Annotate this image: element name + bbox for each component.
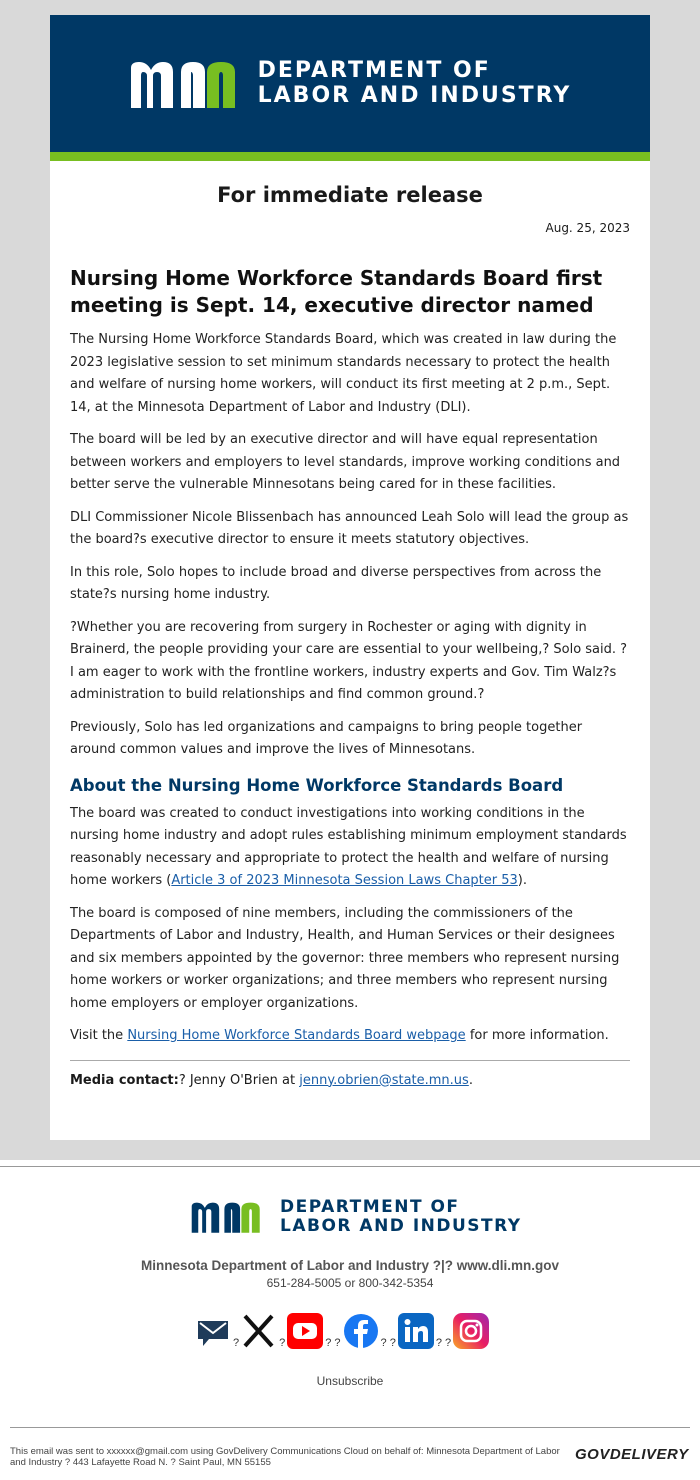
article-body xyxy=(50,265,650,1091)
about-paragraph-2: The board is composed of nine members, including the commissioners of the Departments of Labor and Industry, Health, and Human Services or their designees and six members appointed by the governor: three members who represent nursing home workers or worker organizations; and three members who represent nursing home employers or employer organizations. xyxy=(70,905,620,1011)
footer-org-line: Minnesota Department of Labor and Industry ?|? www.dli.mn.gov xyxy=(140,1258,560,1273)
separator: ? xyxy=(279,1337,286,1349)
social-links xyxy=(195,1313,489,1349)
paragraph: In this role, Solo hopes to include broad and diverse perspectives from across the state?s nursing home industry. xyxy=(70,564,602,602)
media-contact-label: Media contact: xyxy=(70,1072,179,1088)
email-icon[interactable] xyxy=(195,1313,231,1349)
divider xyxy=(70,1060,630,1061)
mn-logo-icon xyxy=(129,58,244,110)
footer-logo-text xyxy=(280,1198,522,1235)
linkedin-icon[interactable] xyxy=(398,1313,434,1349)
dli-logo[interactable] xyxy=(129,58,572,110)
paragraph: DLI Commissioner Nicole Blissenbach has announced Leah Solo will lead the group as the board?s executive director to ensure it meets statutory objectives. xyxy=(70,509,629,547)
article-headline: Nursing Home Workforce Standards Board first meeting is Sept. 14, executive director named xyxy=(70,266,603,317)
header-banner xyxy=(50,15,650,152)
footer-phone: 651-284-5005 or 800-342-5354 xyxy=(266,1276,434,1290)
contact-email-link[interactable]: jenny.obrien@state.mn.us xyxy=(299,1072,469,1088)
paragraph: The board will be led by an executive director and will have equal representation between workers and employers to level standards, improve working conditions and better serve the vulnerable Minnesotans being cared for in these facilities. xyxy=(70,432,621,492)
logo-line-2: LABOR AND INDUSTRY xyxy=(257,82,572,108)
email-card xyxy=(50,15,650,1140)
separator: ? ? xyxy=(435,1337,452,1349)
about-text-end: ). xyxy=(517,873,528,888)
visit-text: Visit the xyxy=(70,1028,128,1043)
facebook-icon[interactable] xyxy=(343,1313,379,1349)
about-heading: About the Nursing Home Workforce Standards Board xyxy=(70,775,564,795)
bottom-divider xyxy=(10,1427,690,1428)
about-paragraph-3 xyxy=(70,1025,630,1048)
green-stripe xyxy=(50,152,650,161)
paragraph: ?Whether you are recovering from surgery in Rochester or aging with dignity in Brainerd, the people providing your care are essential to your wellbeing,? Solo said. ?I am eager to work with the frontline workers, industry experts and Gov. Tim Walz?s administration to build relationships and find common ground.? xyxy=(70,619,628,702)
media-contact-text: ? Jenny O'Brien at xyxy=(178,1072,300,1088)
youtube-icon[interactable] xyxy=(287,1313,323,1349)
footer-logo-line-2: LABOR AND INDUSTRY xyxy=(280,1215,522,1236)
separator: ? ? xyxy=(380,1337,396,1349)
separator: ? xyxy=(233,1337,240,1349)
footer-logo-line-1: DEPARTMENT OF xyxy=(280,1197,460,1217)
session-laws-link[interactable]: Article 3 of 2023 Minnesota Session Laws Chapter 53 xyxy=(171,873,518,888)
paragraph: The Nursing Home Workforce Standards Board, which was created in law during the 2023 legislative session to set minimum standards necessary to protect the health and welfare of nursing home workers, will conduct its first meeting at 2 p.m., Sept. 14, at the Minnesota Department of Labor and Industry (DLI). xyxy=(70,332,617,415)
media-contact-end: . xyxy=(468,1072,473,1088)
instagram-icon[interactable] xyxy=(453,1313,489,1349)
separator: ? ? xyxy=(325,1337,341,1349)
footer-disclaimer: This email was sent to xxxxxx@gmail.com using GovDelivery Communications Cloud on behalf of: Minnesota Department of Labor and Industry ? 443 Lafayette Road N. ? Saint Paul, MN 55155 xyxy=(10,1446,560,1468)
visit-text-end: for more information. xyxy=(465,1028,609,1043)
about-text: The board was created to conduct investigations into working conditions in the nursing home industry and adopt rules establishing minimum employment standards reasonably necessary and appropriate to protect the health and welfare of nursing home workers ( xyxy=(70,805,627,888)
footer-divider xyxy=(0,1166,700,1167)
x-icon[interactable] xyxy=(241,1313,277,1349)
media-contact xyxy=(70,1071,630,1091)
unsubscribe-link[interactable]: Unsubscribe xyxy=(316,1374,384,1388)
logo-text xyxy=(258,59,572,107)
footer-dli-logo[interactable] xyxy=(190,1198,522,1235)
release-heading: For immediate release xyxy=(217,183,483,207)
govdelivery-text: GOVDELIVERY xyxy=(575,1446,689,1463)
release-date: Aug. 25, 2023 xyxy=(545,221,630,235)
logo-line-1: DEPARTMENT OF xyxy=(257,58,491,84)
paragraph: Previously, Solo has led organizations and campaigns to bring people together around common values and improve the lives of Minnesotans. xyxy=(70,719,583,757)
govdelivery-logo[interactable] xyxy=(575,1446,689,1463)
about-paragraph-1 xyxy=(70,803,630,893)
board-webpage-link[interactable]: Nursing Home Workforce Standards Board webpage xyxy=(127,1028,466,1043)
mn-logo-icon xyxy=(190,1200,266,1234)
